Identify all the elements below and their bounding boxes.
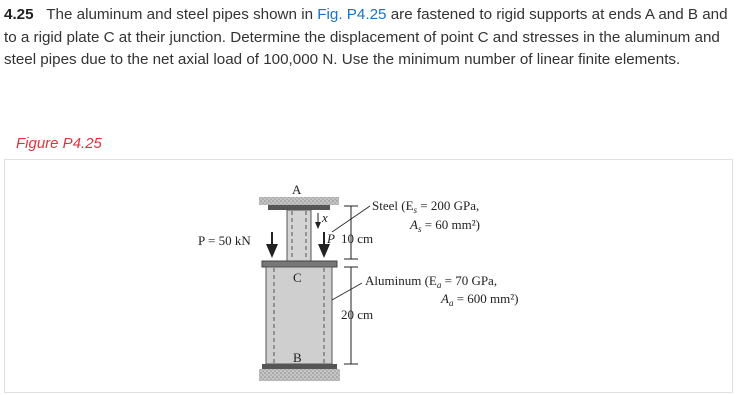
dim-alum-text: 20 cm bbox=[341, 307, 374, 322]
alum-props-line2: $A_a = 600$ mm²) bbox=[441, 291, 519, 308]
steel-props-line1: Steel ($E_s = 200$ GPa, bbox=[372, 198, 480, 215]
alum-props-line1: Aluminum ($E_a = 70$ GPa, bbox=[365, 273, 498, 290]
figure-reference-link[interactable]: Fig. P4.25 bbox=[317, 6, 387, 23]
label-b: B bbox=[293, 350, 302, 365]
rigid-plate-c bbox=[262, 261, 337, 267]
support-top bbox=[259, 197, 339, 205]
alum-leader-line bbox=[332, 283, 362, 300]
label-c: C bbox=[293, 270, 302, 285]
flange-top bbox=[268, 205, 330, 210]
problem-number: 4.25 bbox=[4, 6, 34, 23]
steel-props-line2: $A_s = 60$ mm²) bbox=[410, 217, 481, 234]
load-value: P = 50 kN bbox=[198, 233, 251, 248]
steel-pipe bbox=[287, 210, 311, 261]
figure-caption: Figure P4.25 bbox=[16, 135, 102, 152]
problem-text-2: are fastened to rigid supports at ends A and B and to a rigid plate C at their junction. Determine the displacement of point C and stresses in the aluminum and steel pipes due to the net axial load of 100,000 N. Use the minimum number of linear finite elements. bbox=[4, 6, 728, 68]
dim-steel-text: 10 cm bbox=[341, 231, 374, 246]
label-x: x bbox=[322, 210, 328, 225]
support-bottom bbox=[259, 369, 340, 381]
label-a: A bbox=[292, 182, 302, 197]
problem-text-1: The aluminum and steel pipes shown in bbox=[46, 6, 318, 23]
label-p: P bbox=[327, 231, 335, 246]
